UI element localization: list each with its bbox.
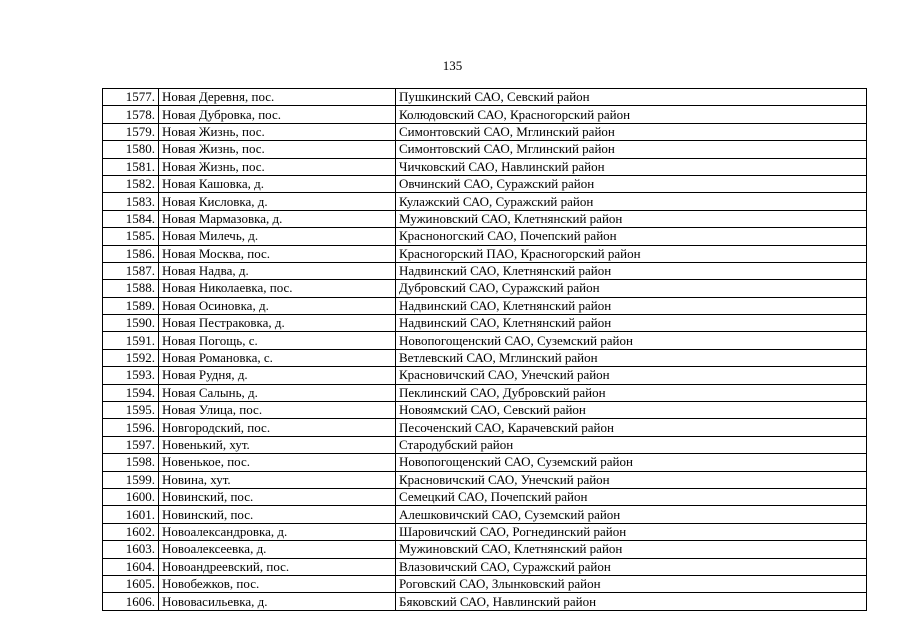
settlement-name: Новая Кисловка, д.: [159, 193, 396, 210]
row-number: 1598.: [103, 454, 159, 471]
settlement-name: Новая Рудня, д.: [159, 367, 396, 384]
row-number: 1602.: [103, 523, 159, 540]
settlement-name: Новая Жизнь, пос.: [159, 158, 396, 175]
row-number: 1601.: [103, 506, 159, 523]
table-row: [103, 175, 867, 192]
row-number: 1588.: [103, 280, 159, 297]
administrative-unit: Красновичский САО, Унечский район: [396, 471, 867, 488]
row-number: 1589.: [103, 297, 159, 314]
table-row: [103, 367, 867, 384]
settlement-name: Новая Николаевка, пос.: [159, 280, 396, 297]
settlement-name: Новоалексеевка, д.: [159, 541, 396, 558]
row-number: 1603.: [103, 541, 159, 558]
settlement-name: Новинский, пос.: [159, 506, 396, 523]
row-number: 1584.: [103, 210, 159, 227]
settlement-name: Новая Деревня, пос.: [159, 89, 396, 106]
administrative-unit: Новопогощенский САО, Суземский район: [396, 454, 867, 471]
administrative-unit: Пеклинский САО, Дубровский район: [396, 384, 867, 401]
administrative-unit: Кулажский САО, Суражский район: [396, 193, 867, 210]
administrative-unit: Шаровичский САО, Рогнединский район: [396, 523, 867, 540]
row-number: 1579.: [103, 123, 159, 140]
settlement-name: Новенький, хут.: [159, 436, 396, 453]
row-number: 1585.: [103, 228, 159, 245]
table-row: [103, 558, 867, 575]
settlement-name: Новая Жизнь, пос.: [159, 123, 396, 140]
administrative-unit: Красновичский САО, Унечский район: [396, 367, 867, 384]
table-row: [103, 332, 867, 349]
row-number: 1604.: [103, 558, 159, 575]
settlement-name: Новина, хут.: [159, 471, 396, 488]
administrative-unit: Влазовичский САО, Суражский район: [396, 558, 867, 575]
settlement-name: Новая Романовка, с.: [159, 349, 396, 366]
row-number: 1599.: [103, 471, 159, 488]
administrative-unit: Песоченский САО, Карачевский район: [396, 419, 867, 436]
administrative-unit: Бяковский САО, Навлинский район: [396, 593, 867, 610]
settlement-name: Новая Дубровка, пос.: [159, 106, 396, 123]
settlement-name: Новая Мармазовка, д.: [159, 210, 396, 227]
table-row: [103, 89, 867, 106]
table-row: [103, 297, 867, 314]
row-number: 1577.: [103, 89, 159, 106]
table-row: [103, 384, 867, 401]
row-number: 1597.: [103, 436, 159, 453]
settlement-name: Новая Москва, пос.: [159, 245, 396, 262]
settlements-table: [102, 88, 867, 611]
administrative-unit: Алешковичский САО, Суземский район: [396, 506, 867, 523]
administrative-unit: Колюдовский САО, Красногорский район: [396, 106, 867, 123]
table-row: [103, 488, 867, 505]
table-row: [103, 245, 867, 262]
settlement-name: Новоандреевский, пос.: [159, 558, 396, 575]
table-row: [103, 419, 867, 436]
table-row: [103, 541, 867, 558]
settlement-name: Новоалександровка, д.: [159, 523, 396, 540]
administrative-unit: Симонтовский САО, Мглинский район: [396, 123, 867, 140]
table-row: [103, 123, 867, 140]
settlement-name: Новая Кашовка, д.: [159, 175, 396, 192]
settlement-name: Новая Жизнь, пос.: [159, 141, 396, 158]
administrative-unit: Красногорский ПАО, Красногорский район: [396, 245, 867, 262]
table-row: [103, 141, 867, 158]
table-row: [103, 506, 867, 523]
settlement-name: Новгородский, пос.: [159, 419, 396, 436]
table-row: [103, 228, 867, 245]
table-row: [103, 349, 867, 366]
row-number: 1594.: [103, 384, 159, 401]
administrative-unit: Мужиновский САО, Клетнянский район: [396, 210, 867, 227]
settlement-name: Нововасильевка, д.: [159, 593, 396, 610]
table-row: [103, 523, 867, 540]
table-row: [103, 454, 867, 471]
administrative-unit: Новоямский САО, Севский район: [396, 402, 867, 419]
row-number: 1605.: [103, 575, 159, 592]
row-number: 1586.: [103, 245, 159, 262]
table-row: [103, 262, 867, 279]
settlement-name: Новобежков, пос.: [159, 575, 396, 592]
administrative-unit: Чичковский САО, Навлинский район: [396, 158, 867, 175]
settlement-name: Новая Надва, д.: [159, 262, 396, 279]
table-row: [103, 471, 867, 488]
administrative-unit: Овчинский САО, Суражский район: [396, 175, 867, 192]
settlement-name: Новинский, пос.: [159, 488, 396, 505]
table-row: [103, 593, 867, 610]
settlement-name: Новая Салынь, д.: [159, 384, 396, 401]
settlement-name: Новая Пестраковка, д.: [159, 315, 396, 332]
table-row: [103, 280, 867, 297]
row-number: 1595.: [103, 402, 159, 419]
administrative-unit: Ветлевский САО, Мглинский район: [396, 349, 867, 366]
row-number: 1583.: [103, 193, 159, 210]
row-number: 1606.: [103, 593, 159, 610]
table-row: [103, 106, 867, 123]
row-number: 1581.: [103, 158, 159, 175]
settlement-name: Новенькое, пос.: [159, 454, 396, 471]
administrative-unit: Стародубский район: [396, 436, 867, 453]
administrative-unit: Дубровский САО, Суражский район: [396, 280, 867, 297]
administrative-unit: Красноногский САО, Почепский район: [396, 228, 867, 245]
administrative-unit: Симонтовский САО, Мглинский район: [396, 141, 867, 158]
administrative-unit: Пушкинский САО, Севский район: [396, 89, 867, 106]
administrative-unit: Роговский САО, Злынковский район: [396, 575, 867, 592]
row-number: 1578.: [103, 106, 159, 123]
administrative-unit: Надвинский САО, Клетнянский район: [396, 297, 867, 314]
table-row: [103, 315, 867, 332]
table-row: [103, 210, 867, 227]
administrative-unit: Семецкий САО, Почепский район: [396, 488, 867, 505]
row-number: 1592.: [103, 349, 159, 366]
row-number: 1600.: [103, 488, 159, 505]
row-number: 1590.: [103, 315, 159, 332]
table-row: [103, 402, 867, 419]
row-number: 1591.: [103, 332, 159, 349]
table-row: [103, 158, 867, 175]
page-number: 135: [442, 58, 463, 73]
table-row: [103, 575, 867, 592]
table-row: [103, 436, 867, 453]
table-body: [103, 89, 867, 611]
settlement-name: Новая Улица, пос.: [159, 402, 396, 419]
administrative-unit: Новопогощенский САО, Суземский район: [396, 332, 867, 349]
administrative-unit: Мужиновский САО, Клетнянский район: [396, 541, 867, 558]
row-number: 1580.: [103, 141, 159, 158]
settlement-name: Новая Осиновка, д.: [159, 297, 396, 314]
row-number: 1593.: [103, 367, 159, 384]
row-number: 1587.: [103, 262, 159, 279]
settlement-name: Новая Погощь, с.: [159, 332, 396, 349]
administrative-unit: Надвинский САО, Клетнянский район: [396, 262, 867, 279]
row-number: 1596.: [103, 419, 159, 436]
row-number: 1582.: [103, 175, 159, 192]
table-row: [103, 193, 867, 210]
administrative-unit: Надвинский САО, Клетнянский район: [396, 315, 867, 332]
settlement-name: Новая Милечь, д.: [159, 228, 396, 245]
